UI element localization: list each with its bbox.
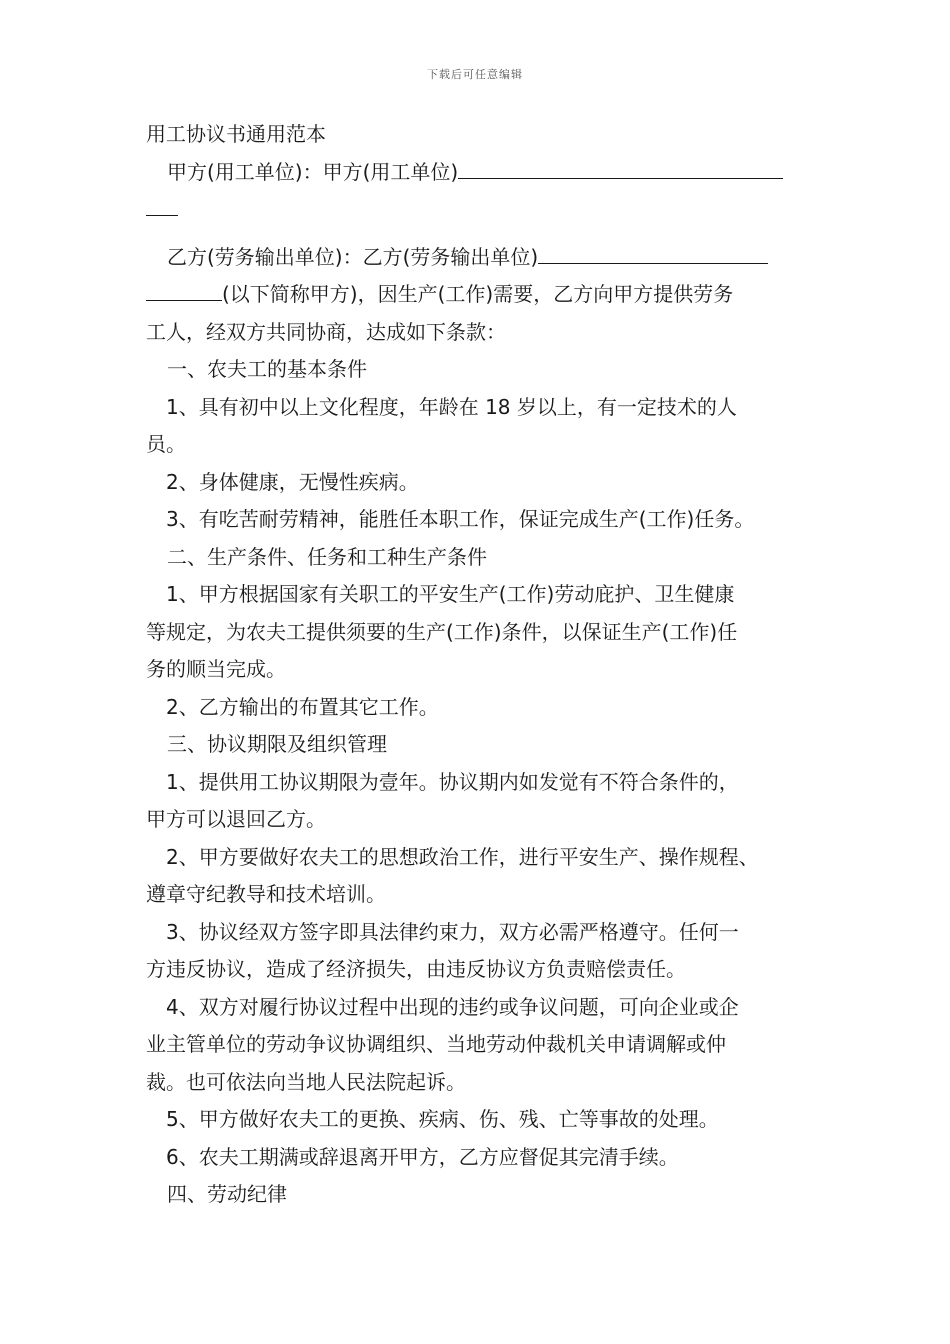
party-b-blank-tail — [146, 278, 222, 301]
document-title: 用工协议书通用范本 — [146, 122, 326, 146]
s3-item-1-line-2: 甲方可以退回乙方。 — [146, 807, 326, 831]
section-4-heading: 四、劳动纪律 — [167, 1182, 287, 1206]
s1-item-2: 2、身体健康，无慢性疾病。 — [166, 469, 419, 494]
section-2-heading: 二、生产条件、任务和工种生产条件 — [167, 544, 487, 569]
intro-text-1: (以下简称甲方)，因生产(工作)需要，乙方向甲方提供劳务 — [222, 282, 734, 306]
s3-item-2-line-1: 2、甲方要做好农夫工的思想政治工作，进行平安生产、操作规程、 — [166, 844, 759, 869]
s2-item-1-line-2: 等规定，为农夫工提供须要的生产(工作)条件，以保证生产(工作)任 — [146, 619, 738, 644]
s2-item-2: 2、乙方输出的布置其它工作。 — [166, 694, 439, 719]
party-b-label: 乙方(劳务输出单位)：乙方(劳务输出单位) — [167, 244, 539, 269]
s3-item-4-line-2: 业主管单位的劳动争议协调组织、当地劳动仲裁机关申请调解或仲 — [146, 1032, 726, 1056]
party-a-blank-tail — [146, 193, 178, 216]
s3-item-5: 5、甲方做好农夫工的更换、疾病、伤、残、亡等事故的处理。 — [166, 1107, 719, 1131]
party-b-line — [146, 239, 828, 277]
s3-item-4-line-1: 4、双方对履行协议过程中出现的违约或争议问题，可向企业或企 — [166, 994, 739, 1019]
party-a-label: 甲方(用工单位)：甲方(用工单位) — [167, 159, 459, 184]
s3-item-6: 6、农夫工期满或辞退离开甲方，乙方应督促其完清手续。 — [166, 1144, 679, 1169]
s3-item-2-line-2: 遵章守纪教导和技术培训。 — [146, 882, 386, 906]
document-body — [146, 116, 828, 1214]
section-1-heading: 一、农夫工的基本条件 — [167, 357, 367, 381]
spacer — [146, 229, 828, 239]
s3-item-4-line-3: 裁。也可依法向当地人民法院起诉。 — [146, 1069, 466, 1094]
party-a-blank-continuation — [146, 191, 828, 229]
s1-item-1-line-1: 1、具有初中以上文化程度，年龄在 18 岁以上，有一定技术的人 — [166, 394, 737, 419]
s3-item-1-line-1: 1、提供用工协议期限为壹年。协议期内如发觉有不符合条件的， — [166, 769, 739, 794]
s3-item-3-line-2: 方违反协议，造成了经济损失，由违反协议方负责赔偿责任。 — [146, 957, 686, 981]
s1-item-3: 3、有吃苦耐劳精神，能胜任本职工作，保证完成生产(工作)任务。 — [166, 507, 755, 531]
party-b-blank — [538, 241, 768, 264]
s2-item-1-line-1: 1、甲方根据国家有关职工的平安生产(工作)劳动庇护、卫生健康 — [166, 582, 735, 606]
intro-line-2: 工人，经双方共同协商，达成如下条款： — [146, 319, 506, 344]
page-header-note: 下载后可任意编辑 — [427, 68, 523, 81]
party-a-blank — [458, 156, 783, 179]
s3-item-3-line-1: 3、协议经双方签字即具法律约束力，双方必需严格遵守。任何一 — [166, 919, 739, 944]
party-a-line — [146, 154, 828, 192]
section-3-heading: 三、协议期限及组织管理 — [167, 732, 387, 756]
s2-item-1-line-3: 务的顺当完成。 — [146, 657, 286, 681]
intro-line-1 — [146, 276, 828, 314]
s1-item-1-line-2: 员。 — [146, 432, 186, 456]
